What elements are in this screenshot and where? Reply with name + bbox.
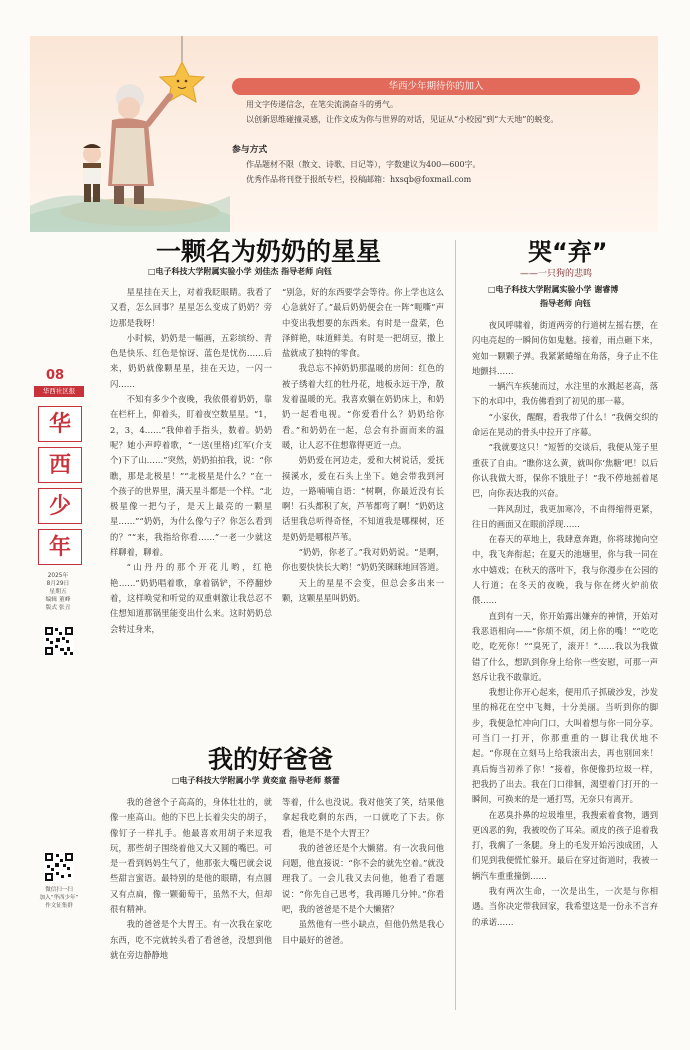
article1-byline: □电子科技大学附属实验小学 刘佳杰 指导老师 向钰	[148, 267, 332, 276]
name-char: 西	[38, 447, 82, 483]
paragraph: 我的爸爸个子高高的，身体壮壮的，就像一座高山。他的下巴上长着尖尖的胡子，像钉子一样扎手。他最喜欢用胡子来逗我玩，那些胡子围绕着他又大又圆的嘴巴。可是一看到妈妈生气了，他那张大嘴巴就会说些甜言蜜语。最特别的是他的眼睛，有点圆又有点扁，像一颗葡萄干，虽然不大，但却很有精神。	[110, 797, 272, 915]
join-details	[246, 157, 651, 187]
paragraph: 在春天的草地上，我肆意奔跑，你将球抛向空中，我飞奔衔起；在夏天的池塘里，你与我一同在水中嬉戏；在秋天的落叶下，我与你漫步在公园的人行道；在冬天的夜晚，我与你在烤火炉前依偎……	[472, 534, 658, 606]
date-line: 星期五	[49, 589, 67, 595]
article1-column-1	[110, 285, 272, 637]
article3-title: 哭“弃”	[528, 238, 608, 266]
paragraph: 直到有一天，你开始露出嫌弃的神情，开始对我恶语相向——“你烦不烦，闭上你的嘴！”“吃吃吃，吃死你！”“臭死了，滚开！”……我以为我做错了什么，想趴到你身上给你一些安慰，可那一声怒斥让我不敢靠近。	[472, 610, 658, 682]
paragraph: 不知有多少个夜晚，我依偎着奶奶，靠在栏杆上，仰着头，盯着夜空数星星。“1，2，3，4……”我伸着手指头，数着。奶奶呢？她小声哼着歌，“一送(里格)红军(介支个)下了山……”突然，奶奶拍拍我，说：“你瞧，那是北极星！”“北极星是什么？”在一个孩子的世界里，满天星斗都是一个样。“北极星像一把勺子，是天上最亮的一颗星星……”“奶奶，为什么像勺子？你怎么看到的？”“来，我指给你看……”一老一少就这样聊着，聊着。	[110, 394, 272, 558]
paragraph: 一阵风刮过，我更加寒冷，不由得缩得更紧，往日的画面又在眼前浮现……	[472, 503, 658, 529]
paragraph: 我的爸爸还是个大懒猪。有一次我问他问题，他直接说：“你不会的就先空着。”就没理我了。一会儿我又去问他，他看了看题说：“你先自己思考，我再睡几分钟。”你看吧，我的爸爸是不是个大懒猪？	[282, 842, 444, 915]
article2-column-2	[282, 795, 444, 948]
article2-title: 我的好爸爸	[208, 745, 334, 774]
paragraph: 我想让你开心起来，便用爪子抓破沙发，沙发里的棉花在空中飞舞，十分美丽。当听到你的脚步，我便急忙冲向门口，大叫着想与你一同分享。可当门一打开，你那重重的一脚让我伏地不起。“你现在立刻马上给我滚出去，再也别回来！真后悔当初养了你！”接着，你便像扔垃圾一样，把我扔了出去。我在门口徘徊，渴望着门打开的一瞬间，可换来的是一通打骂，无奈只有离开。	[472, 687, 658, 805]
group-qr-code-icon[interactable]	[44, 852, 74, 882]
paragraph: 我有两次生命，一次是出生，一次是与你相遇。当你决定带我回家，我希望这是一份永不言弃的承诺……	[472, 885, 658, 927]
paragraph: 星星挂在天上，对着我眨眼睛。我看了又看，怎么回事？星星怎么变成了奶奶？旁边那是我呀！	[110, 287, 272, 328]
article1-title: 一颗名为奶奶的星星	[156, 237, 382, 266]
paragraph: 在恶臭扑鼻的垃圾堆里，我搜索着食物，遇到更凶恶的狗，我被咬伤了耳朵。顽皮的孩子追着我打，我瘸了一条腿。身上的毛发开始污浊成团，人们见到我便慌忙躲开。最后在穿过街道时，我被一辆汽车重重撞倒……	[472, 809, 658, 881]
banner-intro	[246, 97, 651, 127]
qr-caption	[31, 886, 87, 910]
left-rail	[30, 368, 86, 698]
article3-column	[472, 318, 658, 930]
article3-subtitle: ——一只狗的悲鸣	[520, 269, 593, 279]
paragraph: “山丹丹的那个开花儿哟，红艳艳……”奶奶唱着歌，拿着锅铲，不停翻炒着，这样唤觉和听觉的双重刺激让我总忍不住想知道那锅里能变出什么来。这时奶奶总会转过身来，	[110, 562, 272, 634]
paragraph: 等着，什么也没说。我对他笑了笑，结果他拿起我吃剩的东西，一口就吃了下去。你看，他是不是个大胃王？	[282, 797, 444, 838]
paragraph: “别急，好的东西要学会等待。你上学也这么心急就好了。”最后奶奶便会在一阵“呃嘶”声中变出我想要的东西来。有时是一盘菜，色泽鲜艳，味道鲜美。有时是一把胡豆，撒上盐就成了独特的零食。	[282, 287, 444, 359]
paragraph: 虽然他有一些小缺点，但他仍然是我心目中最好的爸爸。	[282, 919, 444, 945]
grandma-child-illustration	[30, 36, 230, 232]
qr-caption-line: 加入“华西少年”	[39, 895, 79, 901]
article2-byline: □电子科技大学附属小学 黄奕童 指导老师 蔡蕾	[172, 776, 340, 785]
paragraph: 我的爸爸是个大胃王。有一次我在家吃东西，吃不完就转头看了看爸爸，没想到他就在旁边静静地	[110, 919, 272, 960]
paragraph: “奶奶，你老了。”我对奶奶说。“是啊，你也要快快长大哟！”奶奶笑眯眯地回答道。	[282, 547, 444, 573]
banner-title-bar: 华西少年期待你的加入	[232, 78, 640, 95]
paragraph: “小家伙，醒醒，看我带了什么！”我俩交织的命运在晃动的骨头中拉开了序幕。	[472, 411, 658, 438]
paragraph: 天上的星星不会变，但总会多出来一颗，这颗星星叫奶奶。	[282, 577, 444, 603]
article2-column-1	[110, 795, 272, 963]
page-number: 08	[46, 368, 65, 383]
article3-byline-2: 指导老师 向钰	[540, 299, 591, 308]
intro-line: 用文字传递信念，在笔尖流淌奋斗的勇气。	[246, 100, 398, 109]
section-name: 华西社区报	[34, 386, 84, 397]
paragraph: 奶奶爱在河边走，爱和大树说话，爱抚摸溪水，爱在石头上坐下。她会带我到河边，一路喃喃自语：“树啊，你最近没有长啊！石头都积了灰，芦苇都弯了啊！”奶奶这话里我总听得奇怪，不知道我是哪棵树，还是奶奶是哪根芦苇。	[282, 455, 444, 542]
join-heading: 参与方式	[232, 145, 268, 155]
paragraph: 一辆汽车疾驰而过，水注里的水溅起老高，落下的水印中，我仿佛看到了初见的那一幕。	[472, 381, 658, 407]
intro-line: 以创新思维碰撞灵感，让作文成为你与世界的对话，见证从“小校园”到“大天地”的蜕变。	[246, 115, 559, 124]
article1-column-2	[282, 285, 444, 606]
date-line: 2025年	[47, 573, 69, 579]
editor-line: 版式 张丑	[45, 605, 71, 611]
date-line: 8月29日	[46, 581, 70, 587]
paragraph: 小时候，奶奶是一幅画，五彩缤纷、青色是快乐、红色是惊讶、蓝色是忧伤……后来，奶奶就像颗星星，挂在天边，一闪一闪……	[110, 332, 272, 389]
qr-caption-line: 作文征集群	[45, 903, 73, 909]
qr-caption-line: 微信扫一扫	[45, 887, 73, 893]
qr-code-icon[interactable]	[44, 626, 74, 656]
name-char: 少	[38, 488, 82, 524]
paragraph: “我就要这只！”短暂的交谈后，我便从笼子里重获了自由。“瞧你这么黄，就叫你‘焦糖’吧！以后你认我做大哥，保你不饿肚子！”我不停地摇着尾巴，向你表达我的兴奋。	[472, 442, 658, 499]
name-char: 华	[38, 406, 82, 442]
paragraph: 我总忘不掉奶奶那温暖的房间：红色的被子绣着大红的牡丹花，地板永远干净，散发着温暖的光。我喜欢躺在奶奶床上，和奶奶一起看电视。“你爱看什么？奶奶给你看。”和奶奶在一起，总会有扑面而来的温暖，让人忍不住想靠得更近一点。	[282, 363, 444, 450]
name-char: 年	[38, 529, 82, 565]
issue-date	[30, 572, 86, 612]
column-divider	[455, 240, 456, 1010]
join-line: 作品题材不限（散文、诗歌、日记等），字数建议为400—600字。	[246, 160, 481, 169]
editor-line: 编辑 董峰	[45, 597, 71, 603]
paragraph: 夜风呼啸着，街道两旁的行道树左摇右摆，在闪电亮起的一瞬间仿如鬼魅。接着，雨点砸下来，宛如一颗颗子弹。我紧紧蜷缩在角落，身子止不住地颤抖……	[472, 320, 658, 376]
article3-byline-1: □电子科技大学附属实验小学 谢睿博	[488, 285, 619, 294]
join-line: 优秀作品将刊登于报纸专栏，投稿邮箱：hxsqb@foxmail.com	[246, 175, 472, 184]
